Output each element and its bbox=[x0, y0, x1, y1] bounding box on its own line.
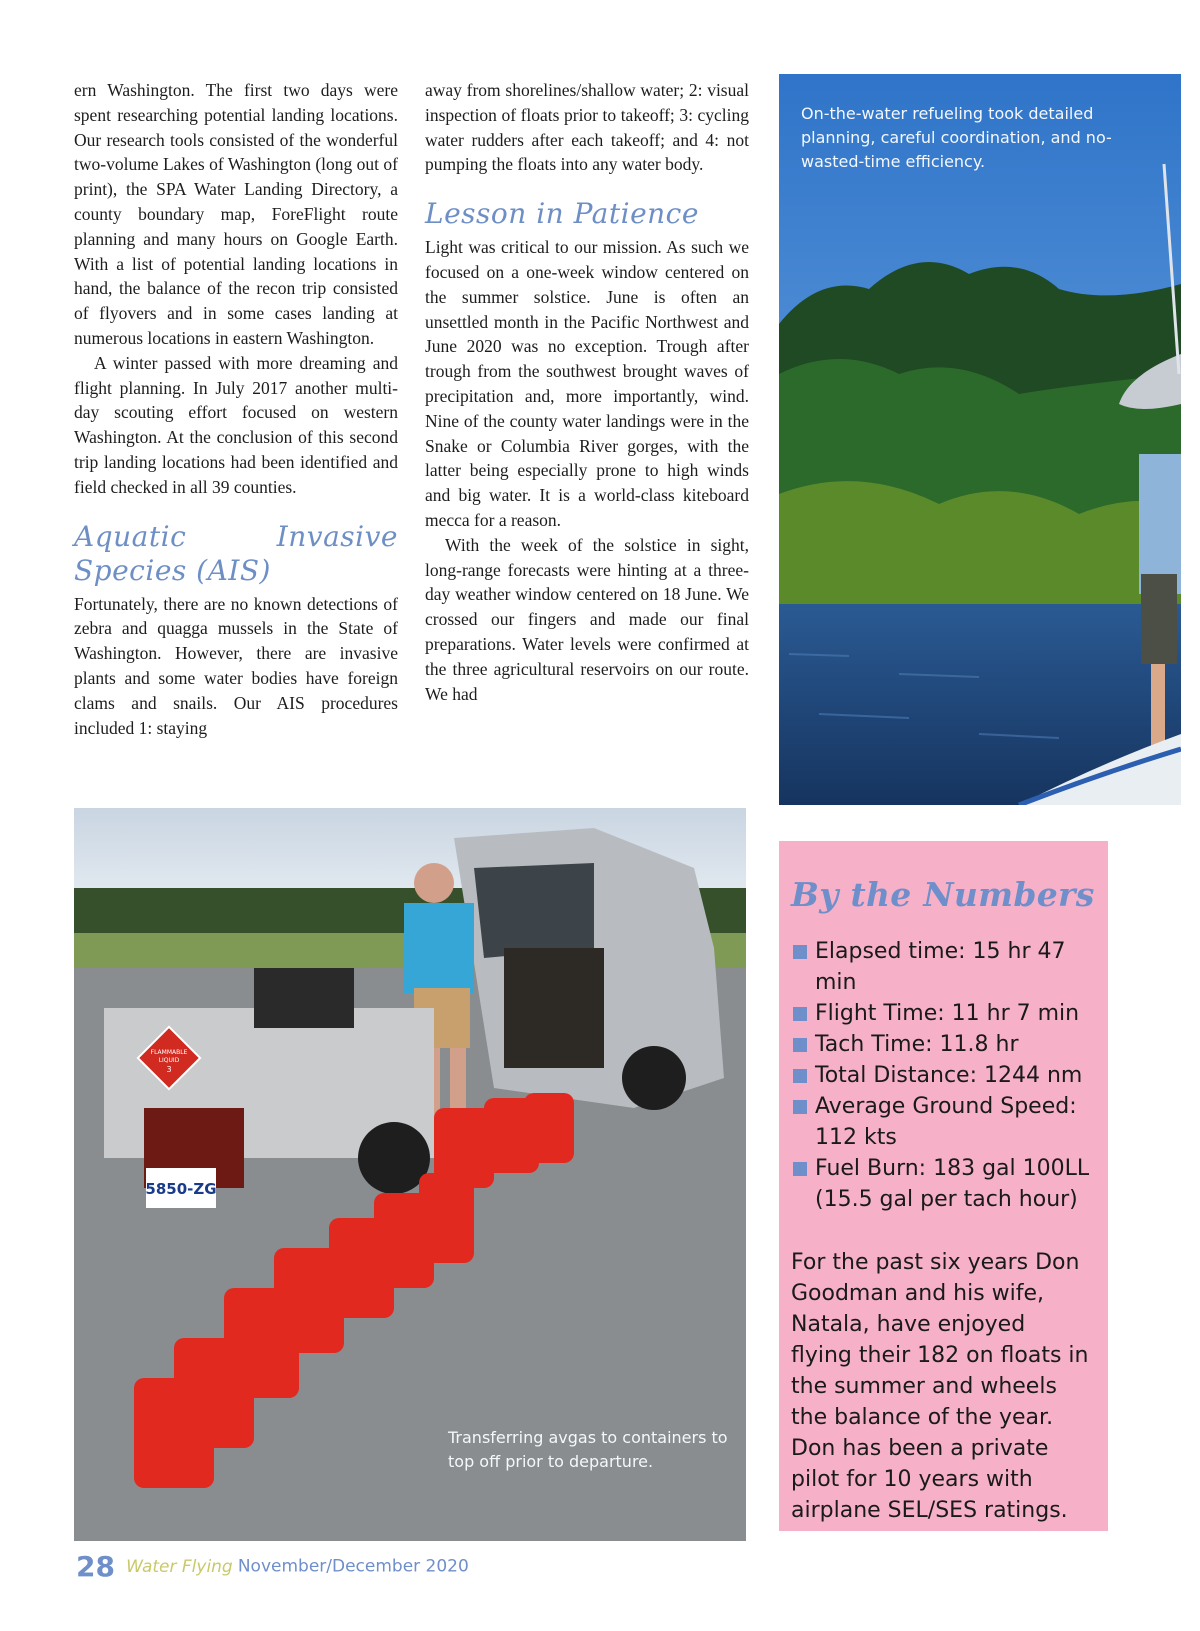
article-column-1 bbox=[74, 78, 398, 740]
photo-fuel-transfer bbox=[74, 808, 746, 1541]
issue-date: November/December 2020 bbox=[237, 1556, 469, 1577]
heading-aquatic-invasive-species: Aquatic Invasive Species (AIS) bbox=[74, 519, 398, 587]
column1-paragraph-1: ern Washington. The first two days were spent researching potential landing locations. Our research tools consisted of the wonderful two-volume Lakes of Washington (long out of print), the SPA Water Landing Directory, a county boundary map, ForeFlight route planning and many hours on Google Earth. With a list of potential landing locations in hand, the balance of the recon trip consisted of flyovers and in some cases landing at numerous locations in eastern Washington. bbox=[74, 80, 398, 348]
sidebar-title: By the Numbers bbox=[791, 875, 1095, 914]
stat-item: Elapsed time: 15 hr 47 min bbox=[791, 936, 1108, 998]
lake-illustration bbox=[779, 74, 1181, 805]
heading-lesson-in-patience: Lesson in Patience bbox=[425, 197, 699, 231]
page-footer bbox=[76, 1550, 469, 1583]
sign-text-3: 3 bbox=[166, 1065, 172, 1074]
sidebar-by-the-numbers bbox=[779, 841, 1108, 1531]
stats-list bbox=[791, 936, 1108, 1215]
photo-lake-refueling bbox=[779, 74, 1181, 805]
article-column-2 bbox=[425, 78, 749, 706]
stat-item: Fuel Burn: 183 gal 100LL (15.5 gal per tach hour) bbox=[791, 1153, 1108, 1215]
column2-paragraph-3: With the week of the solstice in sight, long-range forecasts were hinting at a three-day weather window centered on 18 June. We crossed our fingers and made our final preparations. Water levels were confirmed at the three agricultural reservoirs on our route. We had bbox=[425, 534, 749, 704]
license-plate: 5850-ZG bbox=[145, 1180, 217, 1198]
stat-item: Tach Time: 11.8 hr bbox=[791, 1029, 1108, 1060]
page-number: 28 bbox=[76, 1550, 115, 1583]
stat-item: Flight Time: 11 hr 7 min bbox=[791, 998, 1108, 1029]
column1-paragraph-3: Fortunately, there are no known detections of zebra and quagga mussels in the State of Washington. However, there are invasive plants and some water bodies have foreign clams and snails. Our AIS procedures included 1: staying bbox=[74, 593, 398, 738]
photo-top-caption: On-the-water refueling took detailed planning, careful coordination, and no-wasted-time efficiency. bbox=[801, 104, 1112, 171]
magazine-name: Water Flying bbox=[126, 1556, 233, 1577]
column1-paragraph-2: A winter passed with more dreaming and flight planning. In July 2017 another multi-day scouting effort focused on western Washington. At the conclusion of this second trip landing locations had been identified and field checked in all 39 counties. bbox=[74, 352, 398, 497]
column2-paragraph-1: away from shorelines/shallow water; 2: visual inspection of floats prior to takeoff; 3: cycling water rudders after each takeoff; and 4: not pumping the floats into any water body. bbox=[425, 80, 749, 175]
sign-text-2: LIQUID bbox=[158, 1057, 180, 1064]
photo-bottom-caption: Transferring avgas to containers to top off prior to departure. bbox=[448, 1428, 728, 1471]
stat-item: Average Ground Speed: 112 kts bbox=[791, 1091, 1108, 1153]
author-bio: For the past six years Don Goodman and his wife, Natala, have enjoyed flying their 182 on floats in the summer and wheels the balance of the year. Don has been a private pilot for 10 years with airplane SEL/SES ratings. bbox=[791, 1250, 1089, 1523]
column2-paragraph-2: Light was critical to our mission. As such we focused on a one-week window centered on the summer solstice. June is often an unsettled month in the Pacific Northwest and June 2020 was no exception. Trough after trough from the southwest brought waves of precipitation and, more importantly, wind. Nine of the county water landings were in the Snake or Columbia River gorges, with the latter being especially prone to high winds and big water. It is a world-class kiteboard mecca for a reason. bbox=[425, 237, 749, 530]
stat-item: Total Distance: 1244 nm bbox=[791, 1060, 1108, 1091]
sign-text-1: FLAMMABLE bbox=[150, 1049, 188, 1056]
